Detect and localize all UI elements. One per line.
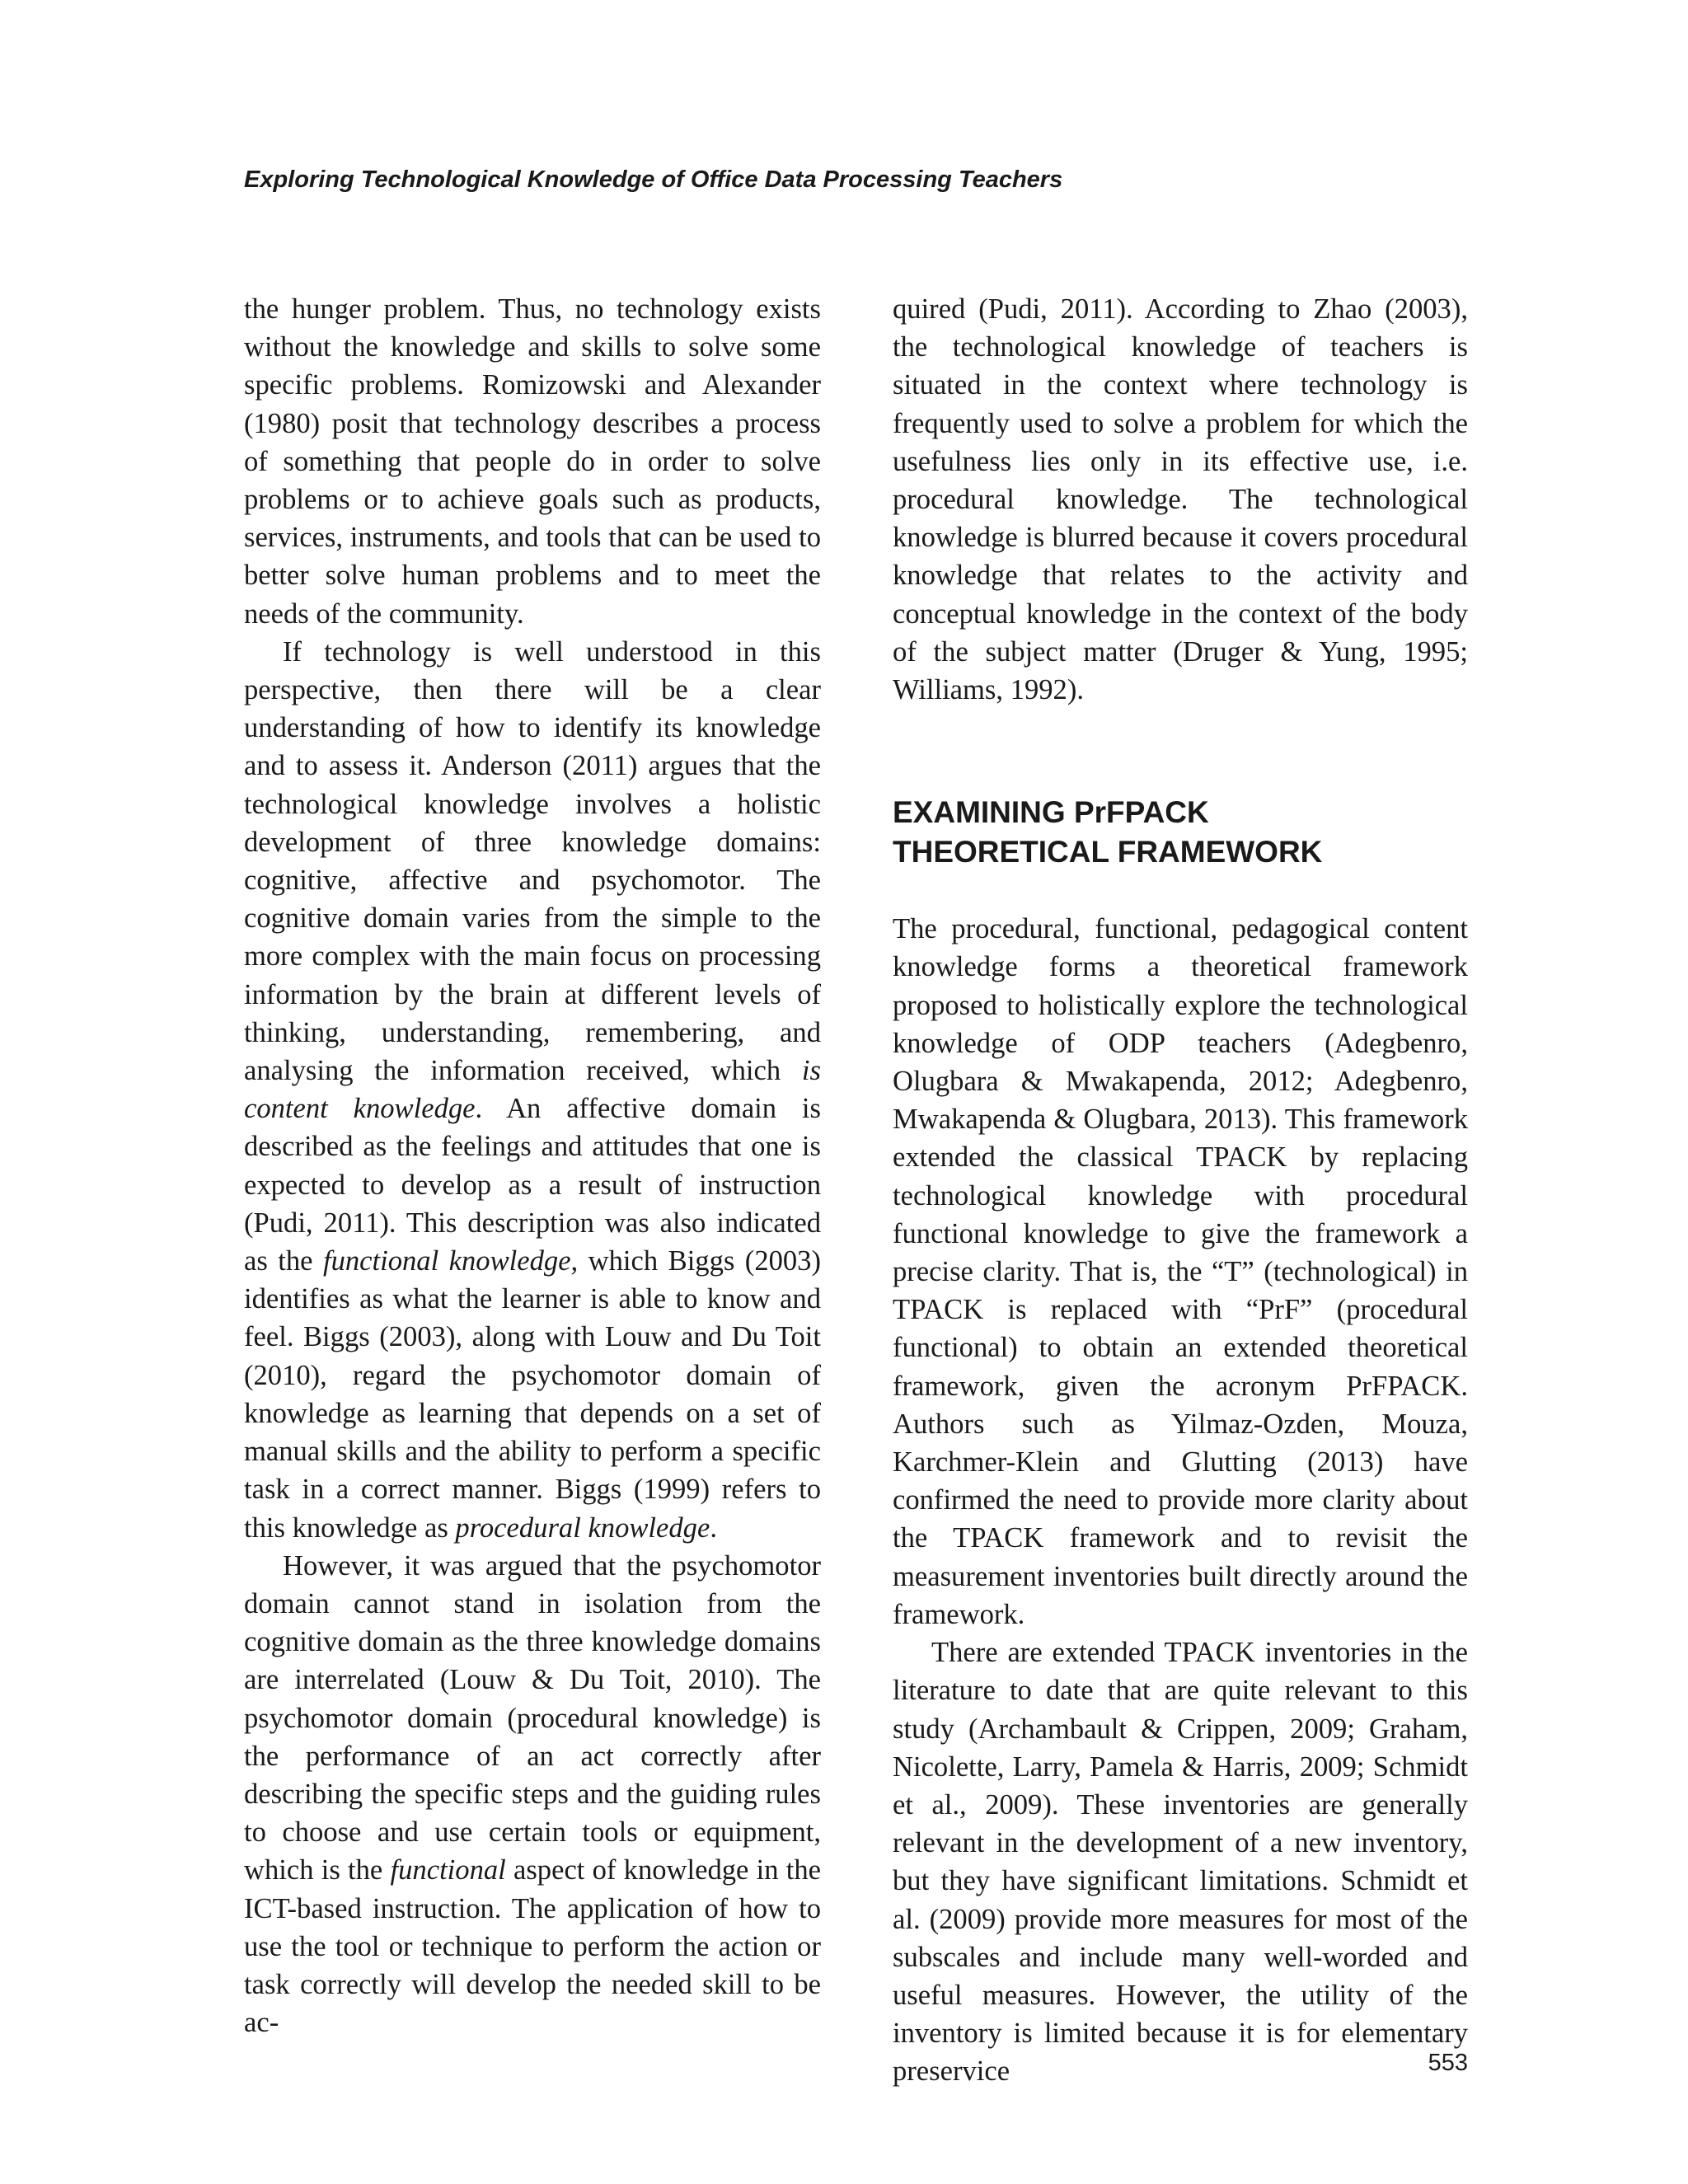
- right-paragraph-3: There are extended TPACK inventories in the literature to date that are quite relevant to this study (Archambault & Crippen, 2009; Graham, Nicolette, Larry, Pamela & Harris, 2009; Schmidt et al., 2009). These inventories are generally relevant in the development of a new inventory, but they have significant limitations. Schmidt et al. (2009) provide more measures for most of the subscales and include many well-worded and useful measures. However, the utility of the inventory is limited because it is for elementary preservice: [893, 1637, 1468, 2088]
- spacer: [893, 709, 1468, 793]
- left-paragraph-1: the hunger problem. Thus, no technology exists without the knowledge and skills to solve some specific problems. Romizowski and Alexander (1980) posit that technology describes a process of something that people do in order to solve problems or to achieve goals such as products, services, instruments, and tools that can be used to better solve human problems and to meet the needs of the community.: [244, 293, 821, 630]
- section-heading: [893, 793, 1468, 872]
- left-paragraph-2: [244, 633, 821, 1547]
- text-run: aspect of knowledge in the ICT-based instruction. The application of how to use the tool or technique to perform the action or task correctly will develop the needed skill to be ac-: [244, 1854, 822, 2039]
- text-run: If technology is well understood in this perspective, then there will be a clear understanding of how to identify its knowledge and to assess it. Anderson (2011) argues that the technological knowledge involves a holistic development of three knowledge domains: cognitive, affective and psychomotor. The cognitive domain varies from the simple to the more complex with the main focus on processing information by the brain at different levels of thinking, understanding, remembering, and analysing the information received, which: [244, 635, 821, 1087]
- spacer: [893, 872, 1468, 910]
- left-paragraph-3: [244, 1547, 821, 2042]
- italic-run: functional: [390, 1854, 506, 1886]
- text-run: However, it was argued that the psychomotor domain cannot stand in isolation from the cognitive domain as the three knowledge domains are interrelated (Louw & Du Toit, 2010). The psychomotor domain (procedural knowledge) is the performance of an act correctly after describing the specific steps and the guiding rules to choose and use certain tools or equipment, which is the: [244, 1549, 821, 1886]
- italic-run: procedural knowledge: [455, 1511, 710, 1544]
- page-number: 553: [1428, 2050, 1468, 2076]
- text-run: which Biggs (2003) identifies as what the learner is able to know and feel. Biggs (2003), along with Louw and Du Toit (2010), regard the psychomotor domain of knowledge as learning that depends on a set of manual skills and the ability to perform a specific task in a correct manner. Biggs (1999) refers to this knowledge as: [244, 1245, 821, 1544]
- italic-run: is content knowledge: [244, 1055, 821, 1125]
- right-paragraph-1: quired (Pudi, 2011). According to Zhao (2003), the technological knowledge of teachers is situated in the context where technology is frequently used to solve a problem for which the usefulness lies only in its effective use, i.e. procedural knowledge. The technological knowledge is blurred because it covers procedural knowledge that relates to the activity and conceptual knowledge in the context of the body of the subject matter (Druger & Yung, 1995; Williams, 1992).: [893, 293, 1468, 706]
- right-column: [893, 290, 1468, 2091]
- section-heading-line-2: THEORETICAL FRAMEWORK: [893, 835, 1323, 869]
- text-run: . An affective domain is described as the feelings and attitudes that one is expected to develop as a result of instruction (Pudi, 2011). This description was also indicated as the: [244, 1093, 821, 1277]
- italic-run: functional knowledge,: [322, 1245, 579, 1277]
- section-heading-line-1: EXAMINING PrFPACK: [893, 795, 1209, 830]
- right-paragraph-2: The procedural, functional, pedagogical content knowledge forms a theoretical framework proposed to holistically explore the technological knowledge of ODP teachers (Adegbenro, Olugbara & Mwakapenda, 2012; Adegbenro, Mwakapenda & Olugbara, 2013). This framework extended the classical TPACK by replacing technological knowledge with procedural functional knowledge to give the framework a precise clarity. That is, the “T” (technological) in TPACK is replaced with “PrF” (procedural functional) to obtain an extended theoretical framework, given the acronym PrFPACK. Authors such as Yilmaz-Ozden, Mouza, Karchmer-Klein and Glutting (2013) have confirmed the need to provide more clarity about the TPACK framework and to revisit the measurement inventories built directly around the framework.: [893, 913, 1468, 1630]
- text-run: .: [710, 1511, 717, 1544]
- running-head: Exploring Technological Knowledge of Office Data Processing Teachers: [244, 166, 1063, 193]
- left-column: [244, 290, 821, 2041]
